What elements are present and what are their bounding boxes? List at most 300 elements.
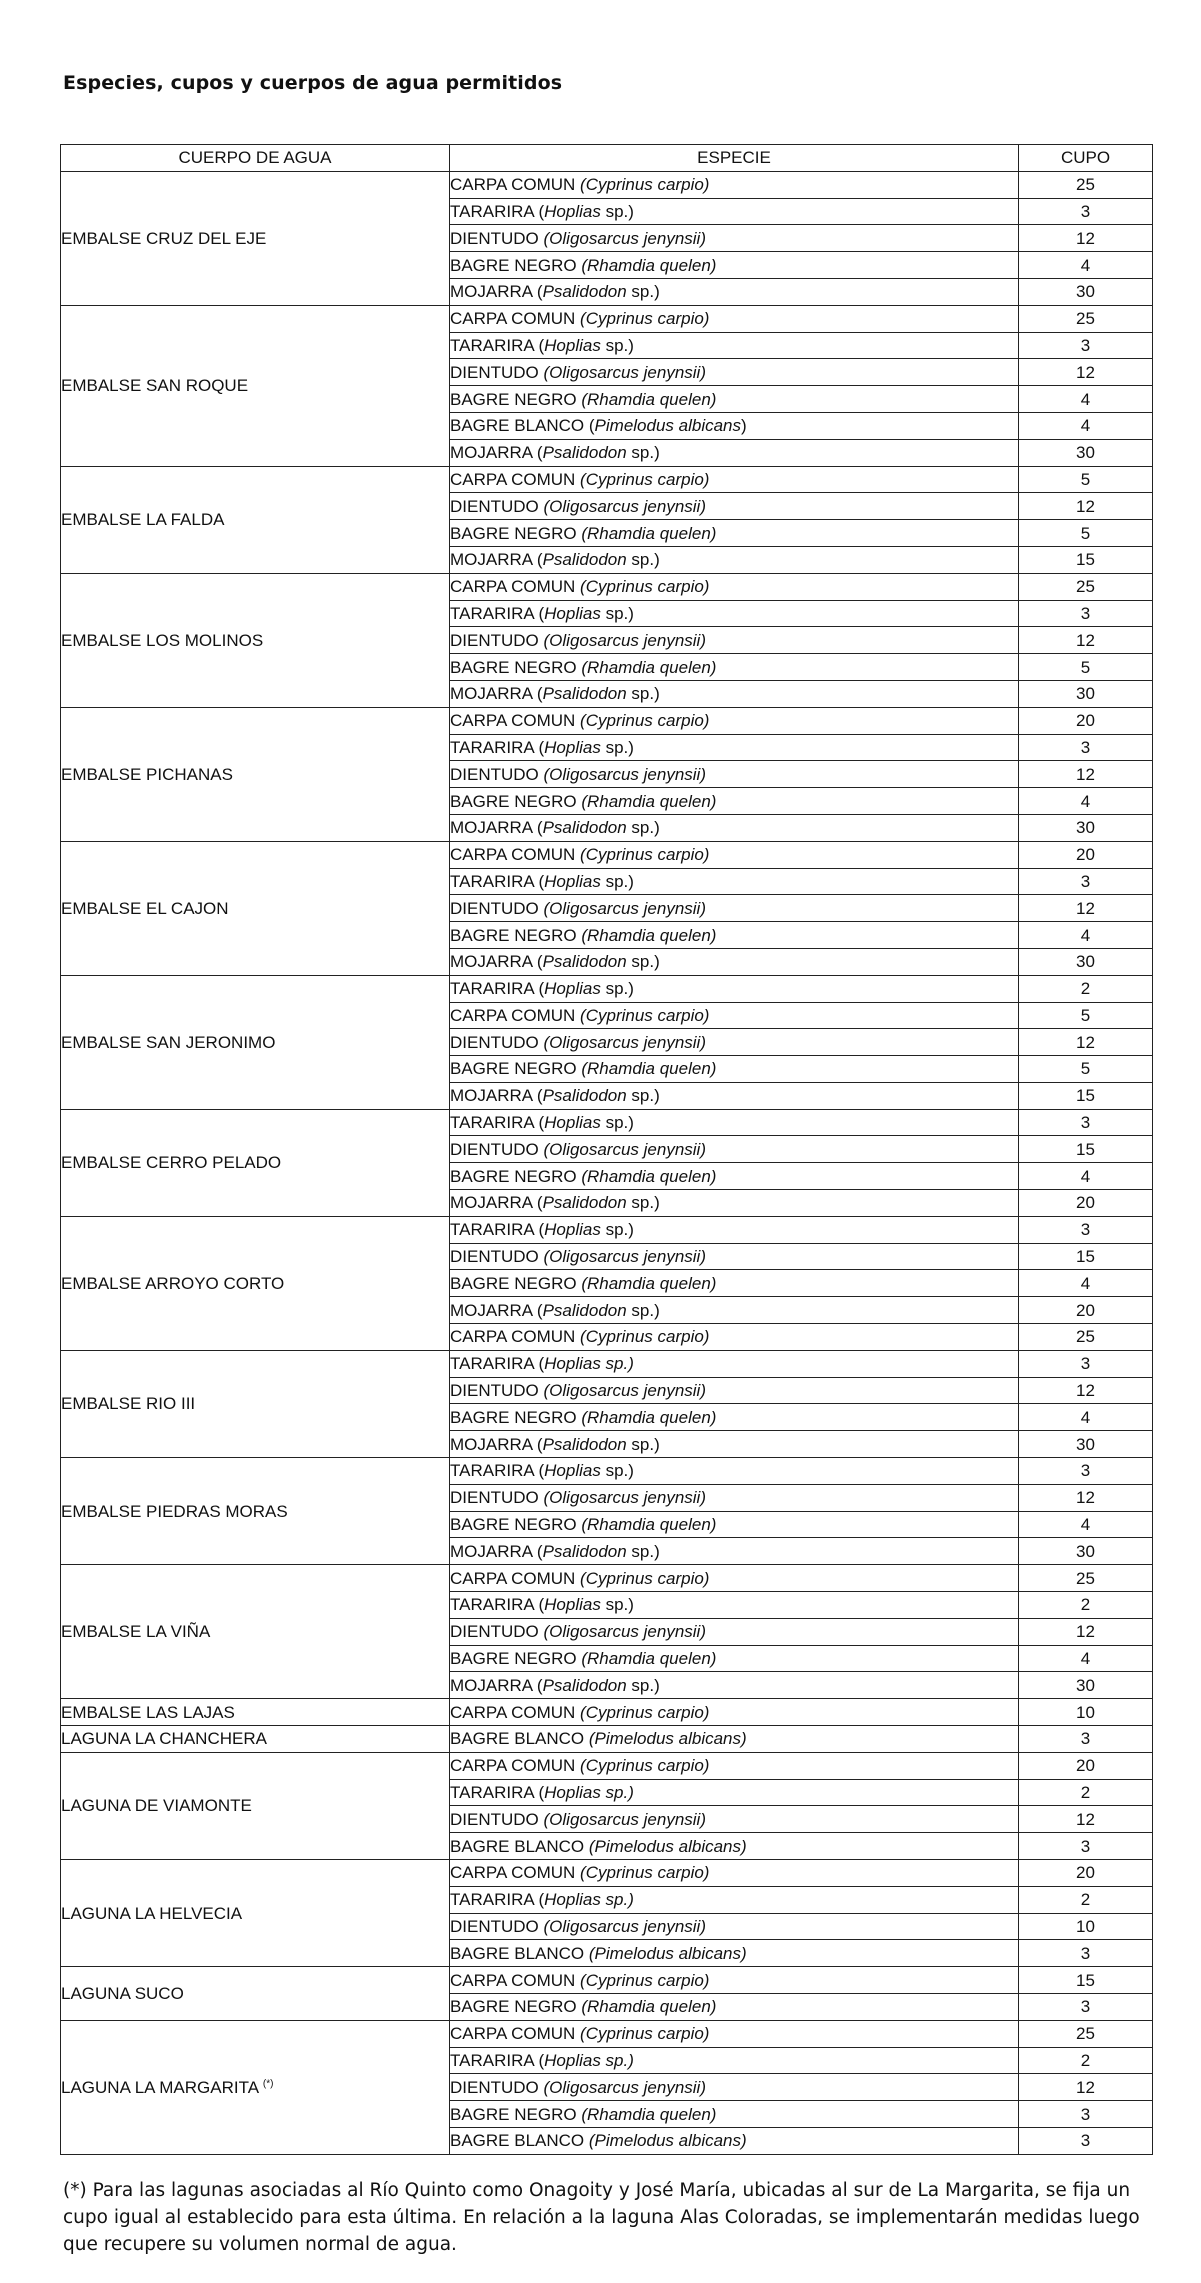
quota-cell: 12 (1019, 761, 1153, 788)
species-common-name: TARARIRA ( (450, 1783, 545, 1802)
species-common-name: CARPA COMUN (450, 1756, 581, 1776)
species-cell (450, 493, 1019, 520)
species-suffix: sp.) (626, 684, 660, 704)
water-body-cell (61, 1216, 450, 1350)
species-scientific-name: Hoplias sp.) (544, 1783, 634, 1802)
species-scientific-name: (Oligosarcus jenynsii) (543, 1622, 706, 1642)
water-body-cell (61, 975, 450, 1109)
species-common-name: TARARIRA ( (450, 1113, 545, 1133)
species-scientific-name: (Cyprinus carpio) (580, 711, 710, 731)
species-cell (450, 1297, 1019, 1324)
quota-cell: 30 (1019, 1431, 1153, 1458)
species-common-name: BAGRE NEGRO (450, 657, 582, 677)
header-species: ESPECIE (450, 145, 1019, 172)
species-cell (450, 1592, 1019, 1619)
species-suffix: sp.) (600, 335, 634, 355)
species-scientific-name: (Oligosarcus jenynsii) (543, 2077, 706, 2097)
quota-cell: 25 (1019, 573, 1153, 600)
species-common-name: TARARIRA ( (450, 1220, 545, 1240)
water-body-name: EMBALSE SAN JERONIMO (61, 1032, 276, 1052)
species-scientific-name: (Rhamdia quelen) (581, 1515, 717, 1535)
species-common-name: BAGRE NEGRO (450, 1059, 582, 1079)
quota-cell: 5 (1019, 1002, 1153, 1029)
quota-cell: 3 (1019, 1216, 1153, 1243)
species-scientific-name: (Cyprinus carpio) (580, 577, 710, 597)
species-scientific-name: (Rhamdia quelen) (581, 1649, 717, 1669)
footnote: (*) Para las lagunas asociadas al Río Quinto como Onagoity y José María, ubicadas al sur de La Margarita, se fija un cupo igual al establecido para esta última. En relación a la laguna Alas Coloradas, se implementarán medidas luego que recupere su volumen normal de agua. (63, 2180, 1140, 2255)
water-body-name: EMBALSE LAS LAJAS (61, 1702, 235, 1722)
species-common-name: CARPA COMUN (450, 711, 581, 731)
species-scientific-name: (Cyprinus carpio) (580, 175, 710, 195)
quota-cell: 4 (1019, 788, 1153, 815)
species-cell (450, 225, 1019, 252)
quota-cell: 3 (1019, 332, 1153, 359)
species-cell (450, 707, 1019, 734)
species-scientific-name: (Cyprinus carpio) (580, 1756, 710, 1776)
quota-cell: 2 (1019, 2047, 1153, 2074)
species-cell (450, 922, 1019, 949)
header-water-body: CUERPO DE AGUA (61, 145, 450, 172)
species-common-name: BAGRE NEGRO (450, 2104, 582, 2124)
species-cell (450, 412, 1019, 439)
species-scientific-name: Psalidodon (542, 1300, 627, 1320)
species-suffix: sp.) (600, 603, 634, 623)
species-common-name: BAGRE NEGRO (450, 389, 582, 409)
species-common-name: CARPA COMUN (450, 1568, 581, 1588)
water-body-cell (61, 707, 450, 841)
species-scientific-name: (Cyprinus carpio) (580, 1702, 710, 1722)
water-body-name: EMBALSE ARROYO CORTO (61, 1273, 285, 1293)
water-body-name: LAGUNA LA CHANCHERA (61, 1729, 267, 1749)
species-scientific-name: (Rhamdia quelen) (581, 1273, 717, 1293)
species-common-name: DIENTUDO (450, 898, 544, 918)
species-scientific-name: Hoplias (544, 871, 601, 891)
species-common-name: MOJARRA ( (450, 1434, 543, 1454)
species-common-name: MOJARRA ( (450, 1541, 543, 1561)
table-row (61, 1565, 1153, 1592)
species-suffix: sp.) (626, 1434, 660, 1454)
quota-cell: 5 (1019, 654, 1153, 681)
species-common-name: BAGRE NEGRO (450, 1166, 582, 1186)
species-cell (450, 1726, 1019, 1753)
species-common-name: CARPA COMUN (450, 1327, 581, 1347)
species-scientific-name: Hoplias (544, 603, 601, 623)
species-suffix: sp.) (600, 1461, 634, 1481)
species-scientific-name: (Rhamdia quelen) (581, 523, 717, 543)
species-scientific-name: (Oligosarcus jenynsii) (543, 1032, 706, 1052)
water-body-cell (61, 1699, 450, 1726)
species-suffix: sp.) (600, 1113, 634, 1133)
species-common-name: BAGRE NEGRO (450, 1997, 582, 2017)
quota-cell: 30 (1019, 680, 1153, 707)
species-cell (450, 2047, 1019, 2074)
species-cell (450, 841, 1019, 868)
species-suffix: sp.) (626, 1300, 660, 1320)
table-body (61, 171, 1153, 2154)
species-scientific-name: Hoplias sp.) (544, 1890, 634, 1910)
species-suffix: sp.) (626, 818, 660, 838)
species-cell (450, 600, 1019, 627)
water-body-name: EMBALSE PICHANAS (61, 764, 233, 784)
water-body-name: EMBALSE EL CAJON (61, 898, 229, 918)
species-cell (450, 734, 1019, 761)
species-common-name: MOJARRA ( (450, 443, 543, 463)
species-cell (450, 1699, 1019, 1726)
quota-cell: 3 (1019, 1940, 1153, 1967)
species-scientific-name: Hoplias sp.) (544, 2050, 634, 2070)
species-scientific-name: (Pimelodus albicans) (588, 1943, 747, 1963)
water-body-name: EMBALSE LOS MOLINOS (61, 630, 264, 650)
species-scientific-name: (Oligosarcus jenynsii) (543, 1916, 706, 1936)
water-body-cell (61, 466, 450, 573)
quota-cell: 4 (1019, 412, 1153, 439)
species-cell (450, 359, 1019, 386)
species-scientific-name: (Rhamdia quelen) (581, 1166, 717, 1186)
quota-cell: 12 (1019, 627, 1153, 654)
quota-cell: 15 (1019, 1136, 1153, 1163)
species-scientific-name: (Oligosarcus jenynsii) (543, 1247, 706, 1267)
quota-cell: 5 (1019, 466, 1153, 493)
species-scientific-name: (Rhamdia quelen) (581, 657, 717, 677)
quota-cell: 25 (1019, 1324, 1153, 1351)
species-cell (450, 1913, 1019, 1940)
species-common-name: DIENTUDO (450, 630, 544, 650)
species-scientific-name: Psalidodon (542, 1086, 627, 1106)
species-common-name: BAGRE BLANCO (450, 1836, 589, 1856)
species-cell (450, 546, 1019, 573)
species-suffix: sp.) (626, 952, 660, 972)
quota-cell: 12 (1019, 225, 1153, 252)
quota-cell: 3 (1019, 1350, 1153, 1377)
species-suffix: sp.) (626, 1193, 660, 1213)
species-common-name: DIENTUDO (450, 362, 544, 382)
species-common-name: BAGRE BLANCO (450, 1943, 589, 1963)
quota-cell: 3 (1019, 2127, 1153, 2154)
species-scientific-name: (Oligosarcus jenynsii) (543, 1139, 706, 1159)
table-row (61, 975, 1153, 1002)
species-common-name: TARARIRA ( (450, 1595, 545, 1615)
species-scientific-name: (Oligosarcus jenynsii) (543, 630, 706, 650)
table-row (61, 1216, 1153, 1243)
species-scientific-name: (Cyprinus carpio) (580, 845, 710, 865)
species-common-name: TARARIRA ( (450, 1890, 545, 1910)
water-body-name: EMBALSE RIO III (61, 1394, 196, 1414)
quota-cell: 30 (1019, 814, 1153, 841)
species-common-name: CARPA COMUN (450, 1702, 581, 1722)
species-cell (450, 2020, 1019, 2047)
footnote-marker: (*) (262, 2078, 274, 2090)
species-scientific-name: Hoplias (544, 979, 601, 999)
water-body-cell (61, 305, 450, 466)
species-common-name: BAGRE NEGRO (450, 523, 582, 543)
species-common-name: MOJARRA ( (450, 818, 543, 838)
quota-cell: 12 (1019, 359, 1153, 386)
table-row (61, 466, 1153, 493)
species-common-name: TARARIRA ( (450, 2050, 545, 2070)
species-cell (450, 1190, 1019, 1217)
species-scientific-name: (Rhamdia quelen) (581, 1407, 717, 1427)
quota-cell: 3 (1019, 1726, 1153, 1753)
species-suffix: ) (741, 416, 747, 436)
species-cell (450, 1511, 1019, 1538)
species-common-name: MOJARRA ( (450, 1086, 543, 1106)
species-suffix: sp.) (600, 979, 634, 999)
species-cell (450, 1993, 1019, 2020)
quota-cell: 4 (1019, 1270, 1153, 1297)
quota-cell: 4 (1019, 1404, 1153, 1431)
species-cell (450, 198, 1019, 225)
species-common-name: MOJARRA ( (450, 1193, 543, 1213)
species-common-name: TARARIRA ( (450, 871, 545, 891)
quota-cell: 2 (1019, 1886, 1153, 1913)
quota-cell: 12 (1019, 1806, 1153, 1833)
species-common-name: CARPA COMUN (450, 1970, 581, 1990)
species-common-name: TARARIRA ( (450, 1461, 545, 1481)
table-row (61, 171, 1153, 198)
species-scientific-name: Psalidodon (542, 1541, 627, 1561)
water-body-cell (61, 2020, 450, 2154)
species-common-name: BAGRE BLANCO ( (450, 416, 595, 436)
species-scientific-name: Hoplias (544, 737, 601, 757)
quota-cell: 15 (1019, 1967, 1153, 1994)
quota-cell: 12 (1019, 1484, 1153, 1511)
quota-cell: 20 (1019, 1752, 1153, 1779)
quota-cell: 3 (1019, 734, 1153, 761)
species-cell (450, 1860, 1019, 1887)
species-cell (450, 1967, 1019, 1994)
species-common-name: BAGRE BLANCO (450, 2131, 589, 2151)
species-common-name: MOJARRA ( (450, 282, 543, 302)
species-scientific-name: (Pimelodus albicans) (588, 1836, 747, 1856)
species-common-name: BAGRE NEGRO (450, 1407, 582, 1427)
species-common-name: DIENTUDO (450, 496, 544, 516)
water-body-cell (61, 1860, 450, 1967)
quota-cell: 3 (1019, 2101, 1153, 2128)
quota-cell: 2 (1019, 975, 1153, 1002)
species-cell (450, 1886, 1019, 1913)
species-scientific-name: (Oligosarcus jenynsii) (543, 1488, 706, 1508)
species-cell (450, 868, 1019, 895)
species-cell (450, 2127, 1019, 2154)
species-common-name: DIENTUDO (450, 1247, 544, 1267)
quota-cell: 3 (1019, 1109, 1153, 1136)
species-suffix: sp.) (600, 871, 634, 891)
species-scientific-name: Psalidodon (542, 818, 627, 838)
water-body-name: EMBALSE PIEDRAS MORAS (61, 1501, 288, 1521)
species-cell (450, 1350, 1019, 1377)
species-cell (450, 1752, 1019, 1779)
species-cell (450, 305, 1019, 332)
species-scientific-name: (Oligosarcus jenynsii) (543, 228, 706, 248)
species-scientific-name: (Rhamdia quelen) (581, 255, 717, 275)
species-scientific-name: Psalidodon (542, 443, 627, 463)
header-quota: CUPO (1019, 145, 1153, 172)
water-body-name: LAGUNA SUCO (61, 1983, 184, 2003)
species-cell (450, 1618, 1019, 1645)
water-body-cell (61, 1565, 450, 1699)
species-scientific-name: Hoplias sp.) (544, 1354, 634, 1374)
water-body-name: LAGUNA DE VIAMONTE (61, 1796, 252, 1816)
quota-cell: 3 (1019, 600, 1153, 627)
species-cell (450, 975, 1019, 1002)
water-body-name: EMBALSE CRUZ DEL EJE (61, 228, 267, 248)
water-body-name: EMBALSE SAN ROQUE (61, 376, 249, 396)
quota-cell: 20 (1019, 1860, 1153, 1887)
quota-cell: 2 (1019, 1779, 1153, 1806)
species-cell (450, 171, 1019, 198)
species-cell (450, 466, 1019, 493)
species-common-name: DIENTUDO (450, 1488, 544, 1508)
quota-cell: 12 (1019, 895, 1153, 922)
species-cell (450, 1672, 1019, 1699)
quota-cell: 3 (1019, 868, 1153, 895)
species-common-name: DIENTUDO (450, 1809, 544, 1829)
quota-cell: 4 (1019, 1163, 1153, 1190)
quota-cell: 3 (1019, 198, 1153, 225)
species-common-name: DIENTUDO (450, 1916, 544, 1936)
species-cell (450, 2074, 1019, 2101)
species-suffix: sp.) (626, 443, 660, 463)
quota-cell: 20 (1019, 1190, 1153, 1217)
quota-cell: 5 (1019, 1056, 1153, 1083)
species-cell (450, 1645, 1019, 1672)
species-common-name: MOJARRA ( (450, 1300, 543, 1320)
water-body-name: LAGUNA LA HELVECIA (61, 1903, 243, 1923)
species-cell (450, 1002, 1019, 1029)
species-scientific-name: Psalidodon (542, 952, 627, 972)
species-scientific-name: Psalidodon (542, 1434, 627, 1454)
quota-cell: 4 (1019, 252, 1153, 279)
quota-cell: 25 (1019, 305, 1153, 332)
species-scientific-name: (Pimelodus albicans) (588, 1729, 747, 1749)
quota-cell: 25 (1019, 1565, 1153, 1592)
species-scientific-name: (Oligosarcus jenynsii) (543, 362, 706, 382)
species-scientific-name: (Rhamdia quelen) (581, 2104, 717, 2124)
species-scientific-name: (Rhamdia quelen) (581, 791, 717, 811)
species-common-name: DIENTUDO (450, 1381, 544, 1401)
species-cell (450, 1565, 1019, 1592)
species-cell (450, 1377, 1019, 1404)
species-suffix: sp.) (600, 1220, 634, 1240)
species-cell (450, 1216, 1019, 1243)
species-scientific-name: Hoplias (544, 1220, 601, 1240)
species-scientific-name: (Rhamdia quelen) (581, 925, 717, 945)
species-suffix: sp.) (626, 1541, 660, 1561)
species-common-name: CARPA COMUN (450, 469, 581, 489)
species-common-name: CARPA COMUN (450, 1863, 581, 1883)
species-scientific-name: Psalidodon (542, 550, 627, 570)
species-scientific-name: Psalidodon (542, 1675, 627, 1695)
species-cell (450, 1029, 1019, 1056)
species-cell (450, 439, 1019, 466)
species-cell (450, 814, 1019, 841)
species-cell (450, 1940, 1019, 1967)
species-cell (450, 1109, 1019, 1136)
quota-cell: 3 (1019, 1833, 1153, 1860)
quota-cell: 12 (1019, 1377, 1153, 1404)
table-row (61, 841, 1153, 868)
species-common-name: DIENTUDO (450, 764, 544, 784)
species-cell (450, 627, 1019, 654)
species-common-name: BAGRE NEGRO (450, 1273, 582, 1293)
quota-cell: 12 (1019, 1029, 1153, 1056)
species-cell (450, 1270, 1019, 1297)
species-cell (450, 948, 1019, 975)
species-scientific-name: (Oligosarcus jenynsii) (543, 1809, 706, 1829)
species-common-name: CARPA COMUN (450, 577, 581, 597)
species-common-name: DIENTUDO (450, 1032, 544, 1052)
species-scientific-name: Psalidodon (542, 684, 627, 704)
species-common-name: CARPA COMUN (450, 1005, 581, 1025)
species-common-name: BAGRE NEGRO (450, 791, 582, 811)
quota-cell: 25 (1019, 171, 1153, 198)
species-common-name: TARARIRA ( (450, 979, 545, 999)
species-scientific-name: (Cyprinus carpio) (580, 1327, 710, 1347)
quota-cell: 4 (1019, 386, 1153, 413)
species-common-name: BAGRE BLANCO (450, 1729, 589, 1749)
quota-cell: 2 (1019, 1592, 1153, 1619)
species-common-name: BAGRE NEGRO (450, 1649, 582, 1669)
species-scientific-name: Hoplias (544, 335, 601, 355)
species-common-name: TARARIRA ( (450, 1354, 545, 1374)
water-body-cell (61, 1109, 450, 1216)
quota-cell: 4 (1019, 1645, 1153, 1672)
species-common-name: DIENTUDO (450, 2077, 544, 2097)
species-common-name: DIENTUDO (450, 1622, 544, 1642)
quota-cell: 3 (1019, 1458, 1153, 1485)
quota-cell: 4 (1019, 1511, 1153, 1538)
quota-table (60, 144, 1153, 2155)
species-cell (450, 1833, 1019, 1860)
species-suffix: sp.) (626, 282, 660, 302)
species-suffix: sp.) (626, 1675, 660, 1695)
water-body-name: EMBALSE LA VIÑA (61, 1622, 211, 1642)
species-scientific-name: (Cyprinus carpio) (580, 1863, 710, 1883)
quota-cell: 30 (1019, 1538, 1153, 1565)
quota-cell: 30 (1019, 278, 1153, 305)
species-common-name: MOJARRA ( (450, 684, 543, 704)
species-cell (450, 1136, 1019, 1163)
quota-cell: 20 (1019, 1297, 1153, 1324)
water-body-cell (61, 1726, 450, 1753)
species-common-name: CARPA COMUN (450, 175, 581, 195)
species-scientific-name: (Oligosarcus jenynsii) (543, 898, 706, 918)
species-common-name: CARPA COMUN (450, 845, 581, 865)
table-row (61, 1967, 1153, 1994)
water-body-cell (61, 171, 450, 305)
species-scientific-name: Psalidodon (542, 282, 627, 302)
species-cell (450, 1458, 1019, 1485)
quota-cell: 12 (1019, 1618, 1153, 1645)
quota-cell: 3 (1019, 1993, 1153, 2020)
species-scientific-name: (Oligosarcus jenynsii) (543, 1381, 706, 1401)
species-scientific-name: (Cyprinus carpio) (580, 2024, 710, 2044)
species-common-name: TARARIRA ( (450, 737, 545, 757)
species-scientific-name: Pimelodus albicans (594, 416, 742, 436)
species-common-name: MOJARRA ( (450, 952, 543, 972)
table-row (61, 1699, 1153, 1726)
species-cell (450, 252, 1019, 279)
water-body-cell (61, 1350, 450, 1457)
species-cell (450, 788, 1019, 815)
species-cell (450, 761, 1019, 788)
species-common-name: CARPA COMUN (450, 2024, 581, 2044)
table-row (61, 1109, 1153, 1136)
species-cell (450, 1056, 1019, 1083)
quota-cell: 20 (1019, 841, 1153, 868)
species-common-name: MOJARRA ( (450, 1675, 543, 1695)
species-cell (450, 573, 1019, 600)
